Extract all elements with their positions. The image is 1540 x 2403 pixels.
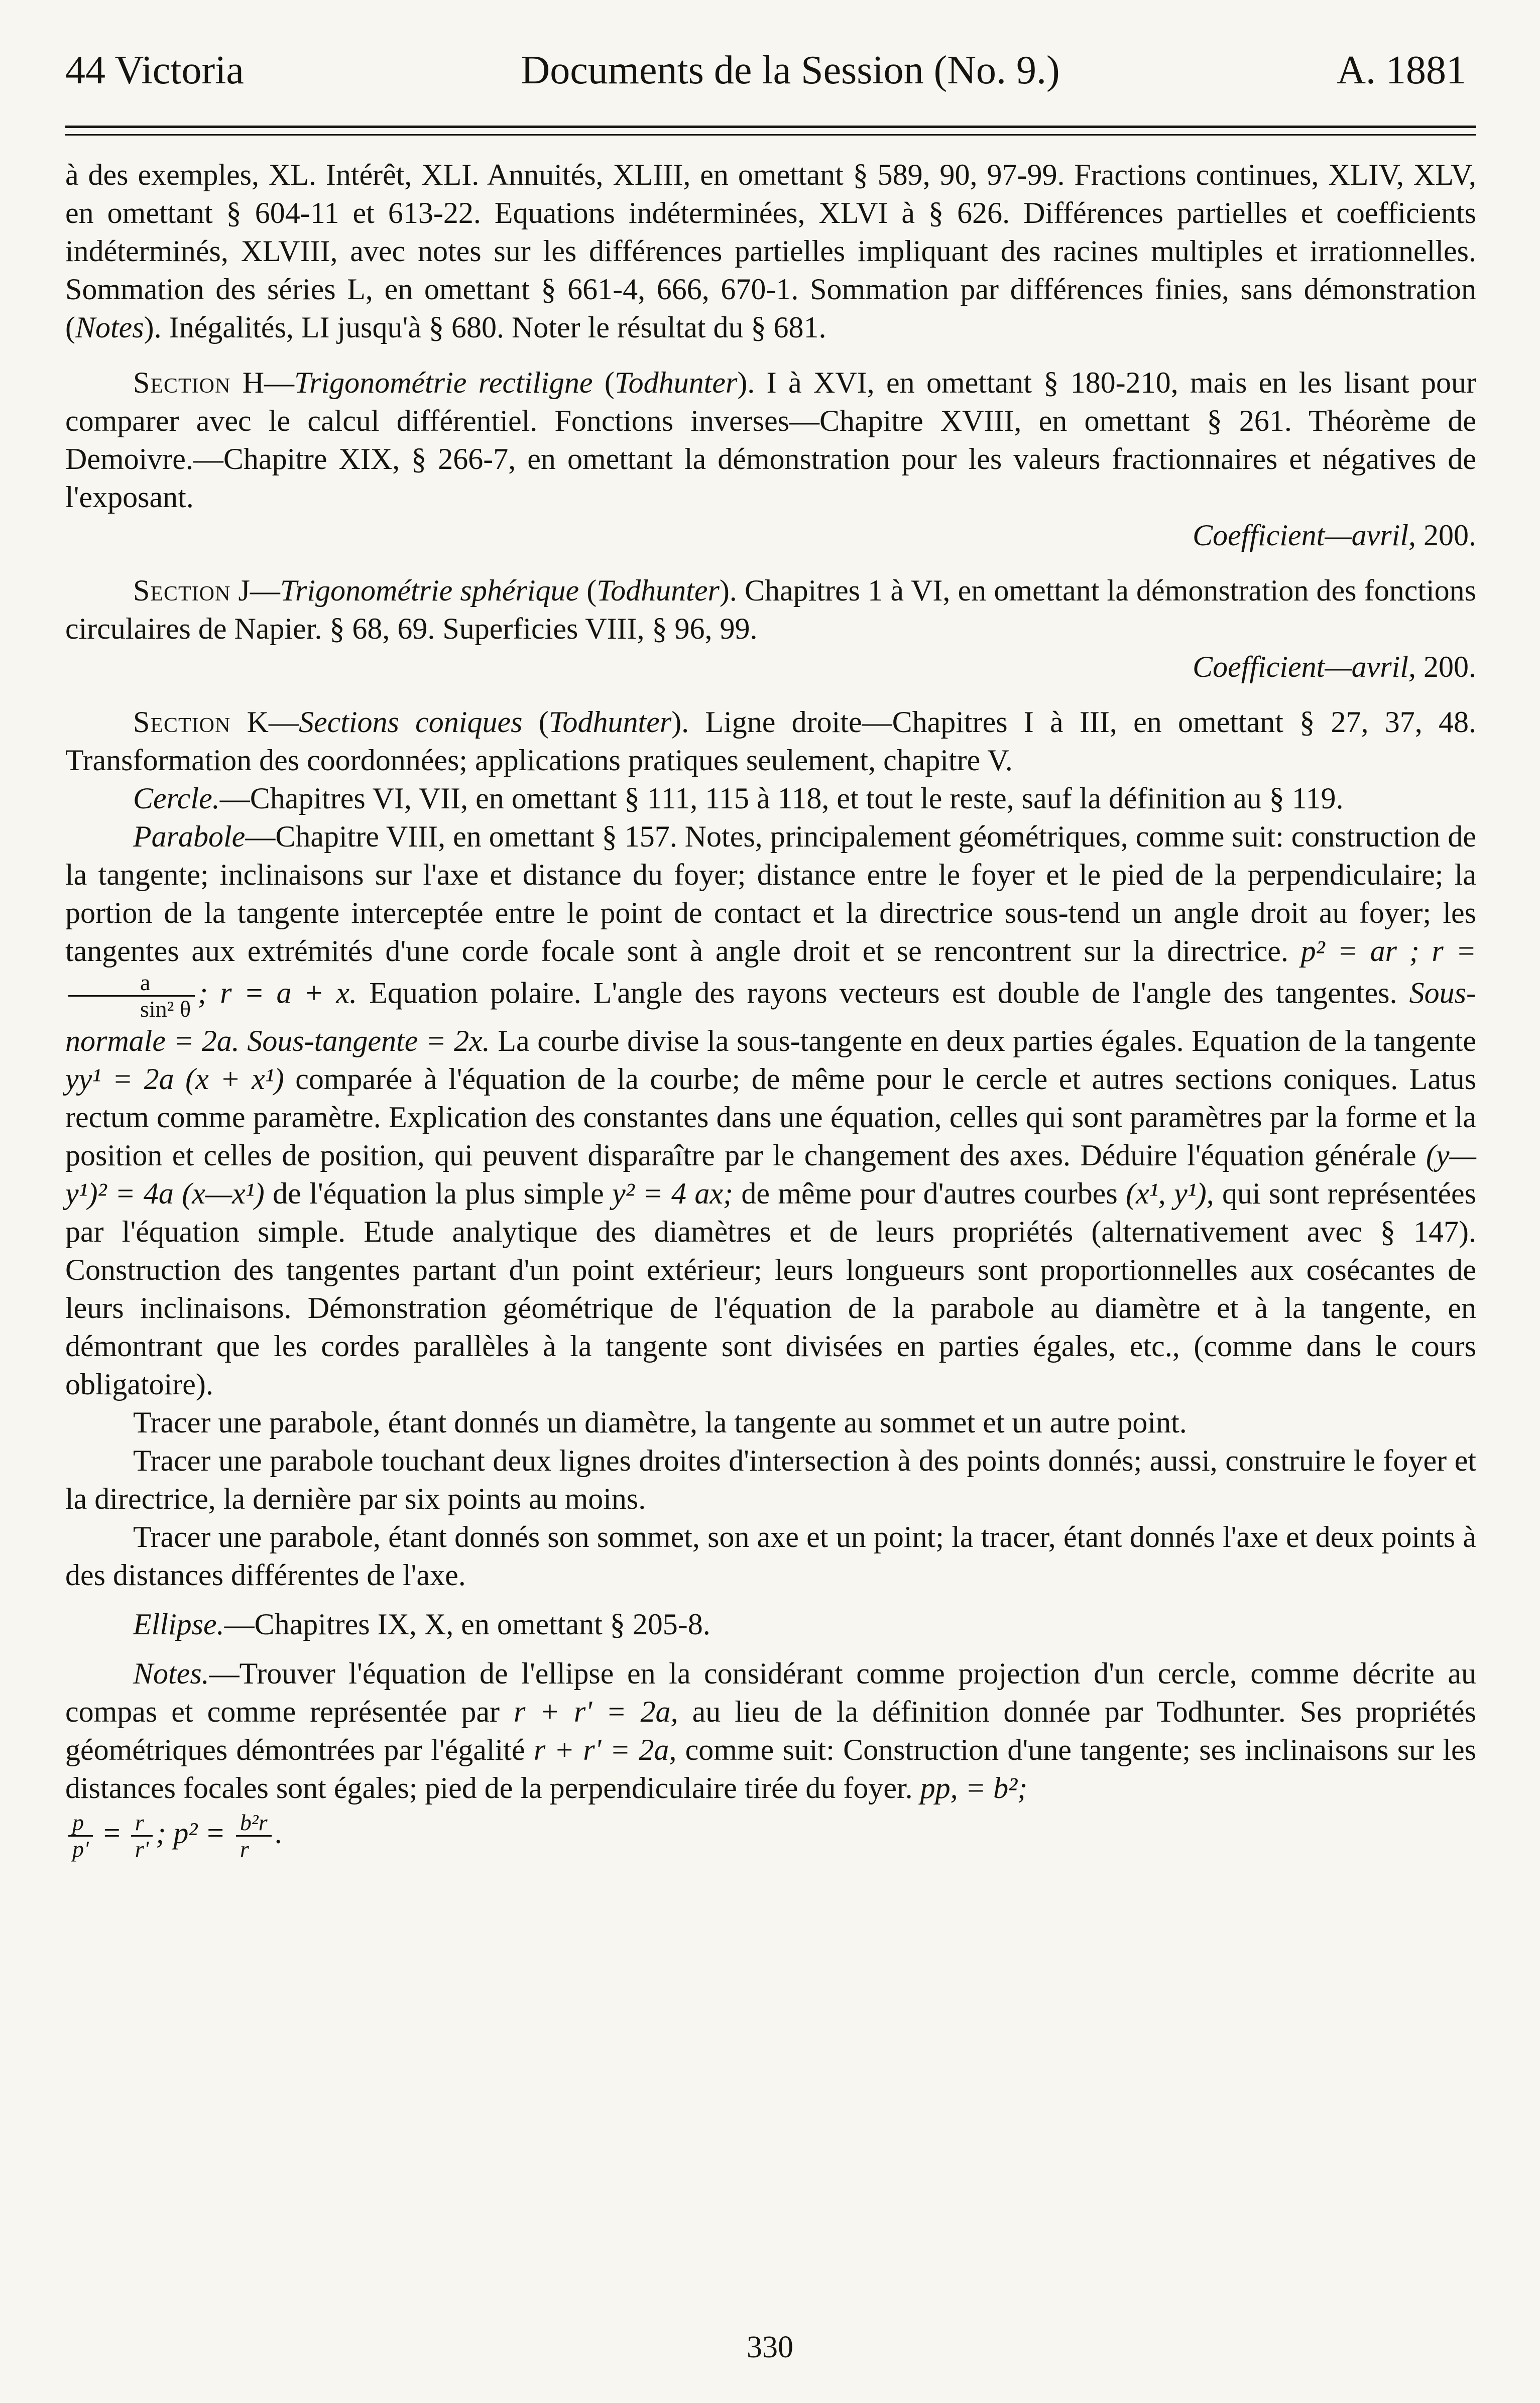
- header-left: 44 Victoria: [65, 48, 244, 92]
- document-page: [65, 50, 1476, 1862]
- paragraph-notes: Notes.—Trouver l'équation de l'ellipse en la considérant comme projection d'un cercle, comme décrite au compas et comme représentée par r + r' = 2a, au lieu de la définition donnée par Todhunter. Ses propriétés géométriques démontrées par l'égalité r + r' = 2a, comme suit: Construction d'une tangente; ses inclinaisons sur les distances focales sont égales; pied de la perpendiculaire tirée du foyer. pp, = b²;: [65, 1657, 1477, 1805]
- paragraph-cercle: Cercle.—Chapitres VI, VII, en omettant § 111, 115 à 118, et tout le reste, sauf la définition au § 119.: [133, 782, 1344, 815]
- section-j-coefficient: Coefficient—avril, 200.: [1193, 650, 1476, 683]
- paragraph-tracer-1: Tracer une parabole, étant donnés un diamètre, la tangente au sommet et un autre point.: [133, 1406, 1187, 1439]
- section-j: Section J—Trigonométrie sphérique (Todhunter). Chapitres 1 à VI, en omettant la démonstration des fonctions circulaires de Napier. § 68, 69. Superficies VIII, § 96, 99.: [65, 574, 1477, 645]
- paragraph-ellipse: Ellipse.—Chapitres IX, X, en omettant § 205-8.: [133, 1608, 710, 1641]
- paragraph-intro: à des exemples, XL. Intérêt, XLI. Annuités, XLIII, en omettant § 589, 90, 97-99. Fractions continues, XLIV, XLV, en omettant § 604-11 et 613-22. Equations indéterminées, XLVI à § 626. Différences partielles et coefficients indéterminés, XLVIII, avec notes sur les différences partielles impliquant des racines multiples et irrationnelles. Sommation des séries L, en omettant § 661-4, 666, 670-1. Sommation par différences finies, sans démonstration (Notes). Inégalités, LI jusqu'à § 680. Noter le résultat du § 681.: [65, 158, 1476, 344]
- header-right: A. 1881: [1337, 48, 1466, 92]
- page-header: [65, 50, 1476, 90]
- formula-line: $\frac{p}{p'}$ = $\frac{r}{r'}$ ; p² = $\frac{\text{b²r}}{r}$ .: [65, 1810, 1476, 1862]
- paragraph-tracer-3: Tracer une parabole, étant donnés son sommet, son axe et un point; la tracer, étant donnés l'axe et deux points à des distances différentes de l'axe.: [65, 1520, 1476, 1592]
- fraction-b2r-over-r: $\frac{\text{b²r}}{r}$: [236, 1810, 272, 1862]
- page-number: 330: [747, 2330, 793, 2364]
- fraction-p-over-p-prime: $\frac{p}{p'}$: [68, 1810, 93, 1862]
- body-text: [65, 156, 1476, 1862]
- fraction-a-over-sin: $\frac{a}{\text{sin² θ}}$: [68, 970, 195, 1022]
- header-rule: [65, 126, 1476, 136]
- section-h-coefficient: Coefficient—avril, 200.: [1193, 519, 1476, 552]
- section-h: Section H—Trigonométrie rectiligne (Todhunter). I à XVI, en omettant § 180-210, mais en les lisant pour comparer avec le calcul différentiel. Fonctions inverses—Chapitre XVIII, en omettant § 261. Théorème de Demoivre.—Chapitre XIX, § 266-7, en omettant la démonstration pour les valeurs fractionnaires et négatives de l'exposant.: [65, 366, 1476, 514]
- paragraph-tracer-2: Tracer une parabole touchant deux lignes droites d'intersection à des points donnés; aussi, construire le foyer et la directrice, la dernière par six points au moins.: [65, 1444, 1476, 1515]
- fraction-r-over-r-prime: $\frac{r}{r'}$: [131, 1810, 153, 1862]
- paragraph-parabole: Parabole—Chapitre VIII, en omettant § 157. Notes, principalement géométriques, comme suit: construction de la tangente; inclinaisons sur l'axe et distance du foyer; distance entre le foyer et le pied de la perpendiculaire; la portion de la tangente interceptée entre le point de contact et la directrice sous-tend un angle droit au foyer; les tangentes aux extrémités d'une corde focale sont à angle droit et se rencontrent sur la directrice. p² = ar ; r = $\frac{a}{\text{sin² θ}}$ ; r = a + x. Equation polaire. L'angle des rayons vecteurs est double de l'angle des tangentes. Sous-normale = 2a. Sous-tangente = 2x. La courbe divise la sous-tangente en deux parties égales. Equation de la tangente yy¹ = 2a (x + x¹) comparée à l'équation de la courbe; de même pour le cercle et autres sections coniques. Latus rectum comme paramètre. Explication des constantes dans une équation, celles qui sont paramètres par la forme et la position et celles de position, qui peuvent disparaître par le changement des axes. Déduire l'équation générale (y—y¹)² = 4a (x—x¹) de l'équation la plus simple y² = 4 ax; de même pour d'autres courbes (x¹, y¹), qui sont représentées par l'équation simple. Etude analytique des diamètres et de leurs propriétés (alternativement avec § 147). Construction des tangentes partant d'un point extérieur; leurs longueurs sont proportionnelles aux cosécantes de leurs inclinaisons. Démonstration géométrique de l'équation de la parabole au diamètre et à la tangente, en démontrant que les cordes parallèles à la tangente sont divisées en parties égales, etc., (comme dans le cours obligatoire).: [65, 820, 1476, 1401]
- header-center: Documents de la Session (No. 9.): [521, 48, 1060, 92]
- section-k: Section K—Sections coniques (Todhunter). Ligne droite—Chapitres I à III, en omettant § 27, 37, 48. Transformation des coordonnées; applications pratiques seulement, chapitre V.: [65, 705, 1476, 777]
